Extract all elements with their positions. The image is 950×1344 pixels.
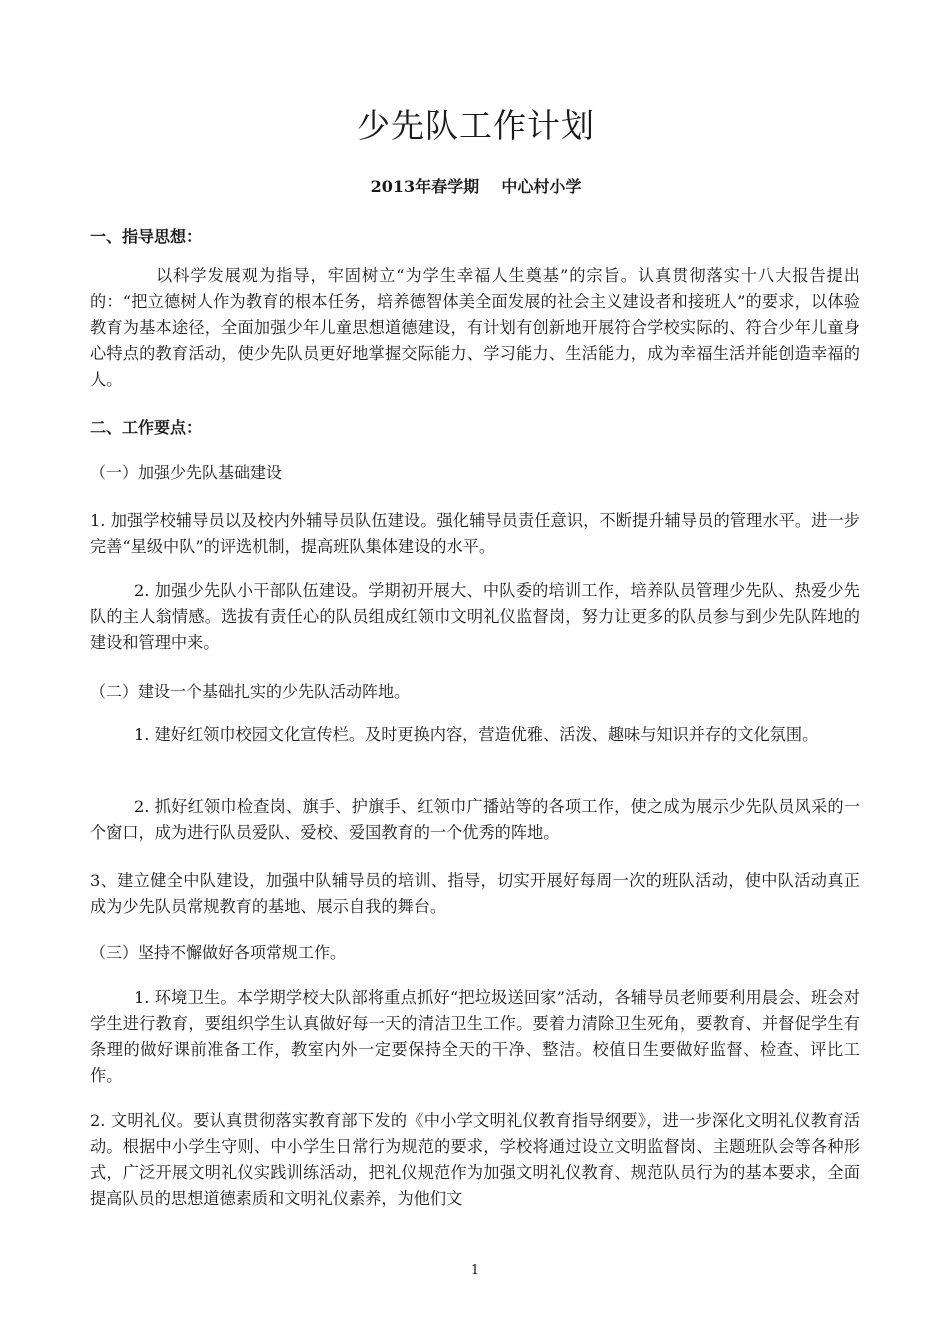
paragraph-guiding-ideology: 以科学发展观为指导，牢固树立“为学生幸福人生奠基”的宗旨。认真贯彻落实十八大报告提出的：“把立德树人作为教育的根本任务，培养德智体美全面发展的社会主义建设者和接班人”的要求，以体验教育为基本途径，全面加强少年儿童思想道德建设，有计划有创新地开展符合学校实际的、符合少年儿童身心特点的教育活动，使少先队员更好地掌握交际能力、学习能力、生活能力，成为幸福生活并能创造幸福的人。 bbox=[90, 266, 860, 389]
section-heading-work-points: 二、工作要点： bbox=[90, 418, 203, 437]
paragraph-civility-etiquette: 2. 文明礼仪。要认真贯彻落实教育部下发的《中小学文明礼仪教育指导纲要》，进一步深化文明礼仪教育活动。根据中小学生守则、中小学生日常行为规范的要求，学校将通过设立文明监督岗、主题班队会等各种形式，广泛开展文明礼仪实践训练活动，把礼仪规范作为加强文明礼仪教育、规范队员行为的基本要求，全面提高队员的思想道德素质和文明礼仪素养，为他们文 bbox=[90, 1111, 860, 1208]
paragraph-environment-hygiene: 1. 环境卫生。本学期学校大队部将重点抓好“把垃圾送回家”活动，各辅导员老师要利用晨会、班会对学生进行教育，要组织学生认真做好每一天的清洁卫生工作。要着力清除卫生死角，要教育、并督促学生有条理的做好课前准备工作，教室内外一定要保持全天的干净、整洁。校值日生要做好监督、检查、评比工作。 bbox=[90, 988, 860, 1085]
section-heading-guiding-ideology: 一、指导思想： bbox=[90, 227, 203, 246]
subsection-heading-activity-base: （二）建设一个基础扎实的少先队活动阵地。 bbox=[90, 682, 411, 701]
paragraph-cadre-team: 2. 加强少先队小干部队伍建设。学期初开展大、中队委的培训工作，培养队员管理少先队、热爱少先队的主人翁情感。选拔有责任心的队员组成红领巾文明礼仪监督岗，努力让更多的队员参与到少先队阵地的建设和管理中来。 bbox=[90, 581, 860, 652]
subsection-heading-foundation: （一）加强少先队基础建设 bbox=[90, 463, 283, 482]
document-title: 少先队工作计划 bbox=[357, 106, 595, 145]
paragraph-squad-building: 3、建立健全中队建设，加强中队辅导员的培训、指导，切实开展好每周一次的班队活动，使中队活动真正成为少先队员常规教育的基地、展示自我的舞台。 bbox=[90, 871, 860, 916]
paragraph-bulletin-board: 1. 建好红领巾校园文化宣传栏。及时更换内容，营造优雅、活泼、趣味与知识并存的文化氛围。 bbox=[134, 725, 819, 744]
paragraph-inspection-posts: 2. 抓好红领巾检查岗、旗手、护旗手、红领巾广播站等的各项工作，使之成为展示少先队员风采的一个窗口，成为进行队员爱队、爱校、爱国教育的一个优秀的阵地。 bbox=[90, 797, 860, 842]
subsection-heading-routine-work: （三）坚持不懈做好各项常规工作。 bbox=[90, 943, 347, 962]
paragraph-counselor-team: 1. 加强学校辅导员以及校内外辅导员队伍建设。强化辅导员责任意识，不断提升辅导员的管理水平。进一步完善“星级中队”的评选机制，提高班队集体建设的水平。 bbox=[90, 511, 860, 556]
page-number: 1 bbox=[470, 1263, 480, 1278]
document-subtitle: 2013年春学期 中心村小学 bbox=[370, 177, 582, 196]
document-page bbox=[90, 0, 862, 1344]
